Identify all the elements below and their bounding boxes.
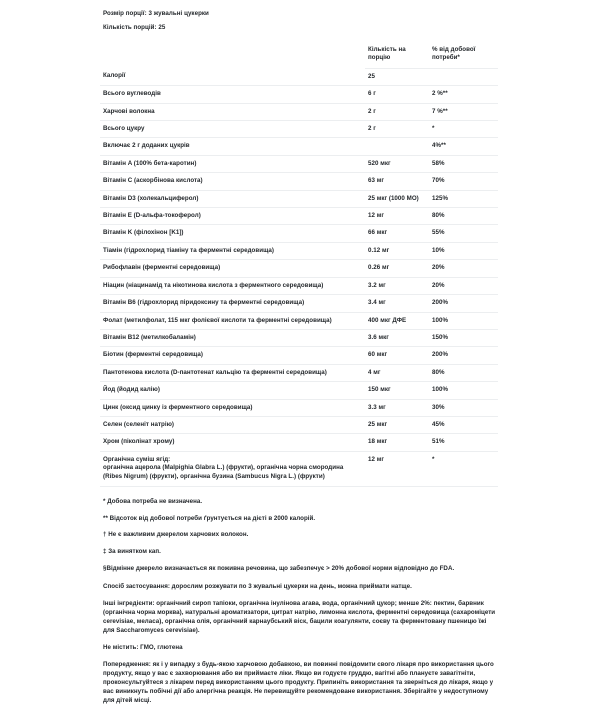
- table-row: [100, 364, 498, 381]
- nutrient-name: Рибофлавін (ферментні середовища): [100, 260, 365, 277]
- serving-info: [100, 0, 498, 35]
- nutrient-name: Включає 2 г доданих цукрів: [100, 138, 365, 155]
- table-row: [100, 138, 498, 155]
- nutrient-daily-value: 20%: [429, 277, 498, 294]
- table-row: [100, 434, 498, 451]
- column-header-daily-value: % від добової потреби*: [429, 44, 498, 68]
- nutrient-daily-value: 80%: [429, 364, 498, 381]
- nutrient-amount: 4 мг: [365, 364, 429, 381]
- nutrient-amount: 400 мкг ДФЕ: [365, 312, 429, 329]
- nutrient-daily-value: 51%: [429, 434, 498, 451]
- free-from-paragraph: Не містить: ГМО, глютена: [103, 643, 183, 651]
- table-row: [100, 173, 498, 190]
- nutrient-daily-value: 10%: [429, 242, 498, 259]
- table-body: [100, 68, 498, 486]
- nutrient-amount: 0.26 мг: [365, 260, 429, 277]
- nutrient-amount: 520 мкг: [365, 155, 429, 172]
- nutrient-amount: 3.2 мг: [365, 277, 429, 294]
- nutrient-amount: 63 мг: [365, 173, 429, 190]
- table-row: [100, 121, 498, 138]
- nutrient-daily-value: 200%: [429, 347, 498, 364]
- nutrient-name: Йод (йодид калію): [100, 382, 365, 399]
- table-row: [100, 312, 498, 329]
- nutrient-name: Вітамін B12 (метилкобаламін): [100, 329, 365, 346]
- nutrient-amount: 2 г: [365, 121, 429, 138]
- nutrient-amount: 3.3 мг: [365, 399, 429, 416]
- prose-section: [100, 583, 498, 705]
- nutrient-name: Всього вуглеводів: [100, 86, 365, 103]
- table-row: [100, 155, 498, 172]
- nutrient-amount: 150 мкг: [365, 382, 429, 399]
- nutrient-amount: 25 мкг: [365, 416, 429, 433]
- nutrient-daily-value: *: [429, 121, 498, 138]
- nutrient-name: Всього цукру: [100, 121, 365, 138]
- nutrient-daily-value: [429, 68, 498, 85]
- nutrient-name: Хром (піколінат хрому): [100, 434, 365, 451]
- serving-size-line: Розмір порції: 3 жувальні цукерки: [103, 10, 209, 17]
- table-row: [100, 68, 498, 85]
- nutrition-facts-table: [100, 44, 498, 487]
- table-row: [100, 347, 498, 364]
- nutrient-name: Фолат (метилфолат, 115 мкг фолієвої кислоти та ферментні середовища): [100, 312, 365, 329]
- nutrient-daily-value: 125%: [429, 190, 498, 207]
- footnote: ** Відсоток від добової потреби ґрунтується на дієті в 2000 калорій.: [103, 514, 316, 522]
- nutrient-name: Калорії: [100, 68, 365, 85]
- nutrient-daily-value: *: [429, 451, 498, 486]
- nutrient-name: Тіамін (гідрохлорид тіаміну та ферментні середовища): [100, 242, 365, 259]
- table-header-row: [100, 44, 498, 68]
- table-row: [100, 382, 498, 399]
- nutrient-amount: 3.6 мкг: [365, 329, 429, 346]
- nutrient-daily-value: 7 %**: [429, 103, 498, 120]
- other-ingredients-paragraph: Інші інгредієнти: органічний сироп тапіоки, органічна інулінова агава, вода, органічний цукор; менше 2%: пектин, барвник (органічна чорна морква), натуральні ароматизатори, цитрат натрію, лимонна кислота, ферментні середовища (сахароміцети cerevisiae, меласа), органічна олія, органічний карнаубський віск, бацили коагулянти, соєву та ферментовану пшеницю їжі для Saccharomyces cerevisiae).: [103, 600, 496, 635]
- table-row: [100, 86, 498, 103]
- nutrient-amount: 60 мкг: [365, 347, 429, 364]
- nutrient-name: Ніацин (ніацинамід та нікотинова кислота з ферментного середовища): [100, 277, 365, 294]
- table-row: [100, 242, 498, 259]
- nutrient-name: Харчові волокна: [100, 103, 365, 120]
- nutrient-daily-value: 4%**: [429, 138, 498, 155]
- nutrient-name: Вітамін A (100% бета-каротин): [100, 155, 365, 172]
- nutrient-daily-value: 20%: [429, 260, 498, 277]
- servings-per-container-line: Кількість порцій: 25: [103, 24, 166, 31]
- column-header-name: [100, 44, 365, 68]
- nutrient-amount: 25: [365, 68, 429, 85]
- table-row: [100, 277, 498, 294]
- nutrient-daily-value: 100%: [429, 382, 498, 399]
- table-row: [100, 416, 498, 433]
- nutrient-daily-value: 150%: [429, 329, 498, 346]
- column-header-amount: Кількість на порцію: [365, 44, 429, 68]
- nutrient-daily-value: 58%: [429, 155, 498, 172]
- nutrient-daily-value: 80%: [429, 208, 498, 225]
- warning-paragraph: Попередження: як і у випадку з будь-якою харчовою добавкою, ви повинні повідомити свого лікаря про використання цього продукту, якщо у вас є захворювання або ви приймаєте ліки. Якщо ви годуєте груддю, вагітні або плануєте завагітніти, проконсультуйтеся з лікарем перед використанням цього продукту. Припиніть використання та зверніться до лікаря, якщо у вас виникнуть побічні дії або алергічна реакція. Не перевищуйте рекомендоване використання. Зберігайте у недоступному для дітей місці.: [103, 660, 494, 704]
- nutrient-daily-value: 2 %**: [429, 86, 498, 103]
- footnote: † Не є важливим джерелом харчових волокон.: [103, 531, 249, 539]
- nutrient-amount: 0.12 мг: [365, 242, 429, 259]
- nutrient-amount: [365, 138, 429, 155]
- nutrient-daily-value: 55%: [429, 225, 498, 242]
- table-row: [100, 260, 498, 277]
- nutrient-name: Вітамін B6 (гідрохлорид піридоксину та ферментні середовища): [100, 295, 365, 312]
- table-row: [100, 225, 498, 242]
- table-row: [100, 295, 498, 312]
- table-header: [100, 44, 498, 68]
- table-row: [100, 451, 498, 486]
- nutrient-daily-value: 70%: [429, 173, 498, 190]
- nutrient-amount: 25 мкг (1000 МО): [365, 190, 429, 207]
- directions-paragraph: Спосіб застосування: дорослим розжувати по 3 жувальні цукерки на день, можна приймати натще.: [103, 583, 412, 591]
- nutrient-name: Біотин (ферментні середовища): [100, 347, 365, 364]
- nutrient-daily-value: 100%: [429, 312, 498, 329]
- nutrient-name: Вітамін E (D-альфа-токоферол): [100, 208, 365, 225]
- nutrient-amount: 12 мг: [365, 208, 429, 225]
- table-row: [100, 190, 498, 207]
- nutrient-amount: 6 г: [365, 86, 429, 103]
- nutrient-amount: 12 мг: [365, 451, 429, 486]
- nutrient-name: Селен (селеніт натрію): [100, 416, 365, 433]
- footnote: * Добова потреба не визначена.: [103, 497, 203, 505]
- table-row: [100, 399, 498, 416]
- nutrient-name: Вітамін D3 (холекальциферол): [100, 190, 365, 207]
- table-row: [100, 208, 498, 225]
- nutrient-amount: 18 мкг: [365, 434, 429, 451]
- footnotes: [100, 494, 498, 578]
- nutrient-daily-value: 30%: [429, 399, 498, 416]
- label-panel: [100, 0, 498, 705]
- nutrient-amount: 66 мкг: [365, 225, 429, 242]
- table-row: [100, 329, 498, 346]
- nutrient-name: Вітамін C (аскорбінова кислота): [100, 173, 365, 190]
- nutrient-name: Цинк (оксид цинку із ферментного середовища): [100, 399, 365, 416]
- nutrient-name: Органічна суміш ягід: органічна ацерола (Malpighia Glabra L.) (фрукти), органічна чорна смородина (Ribes Nigrum) (фрукти), органічна бузина (Sambucus Nigra L.) (фрукти): [100, 451, 365, 486]
- nutrient-daily-value: 45%: [429, 416, 498, 433]
- footnote: ‡ За винятком кап.: [103, 548, 161, 556]
- nutrient-amount: 3.4 мг: [365, 295, 429, 312]
- nutrient-amount: 2 г: [365, 103, 429, 120]
- footnote: §Відмінне джерело визначається як поживна речовина, що забезпечує > 20% добової норми відповідно до FDA.: [103, 564, 455, 572]
- nutrient-name: Вітамін K (філохінон [K1]): [100, 225, 365, 242]
- table-row: [100, 103, 498, 120]
- nutrient-name: Пантотенова кислота (D-пантотенат кальцію та ферментні середовища): [100, 364, 365, 381]
- nutrient-daily-value: 200%: [429, 295, 498, 312]
